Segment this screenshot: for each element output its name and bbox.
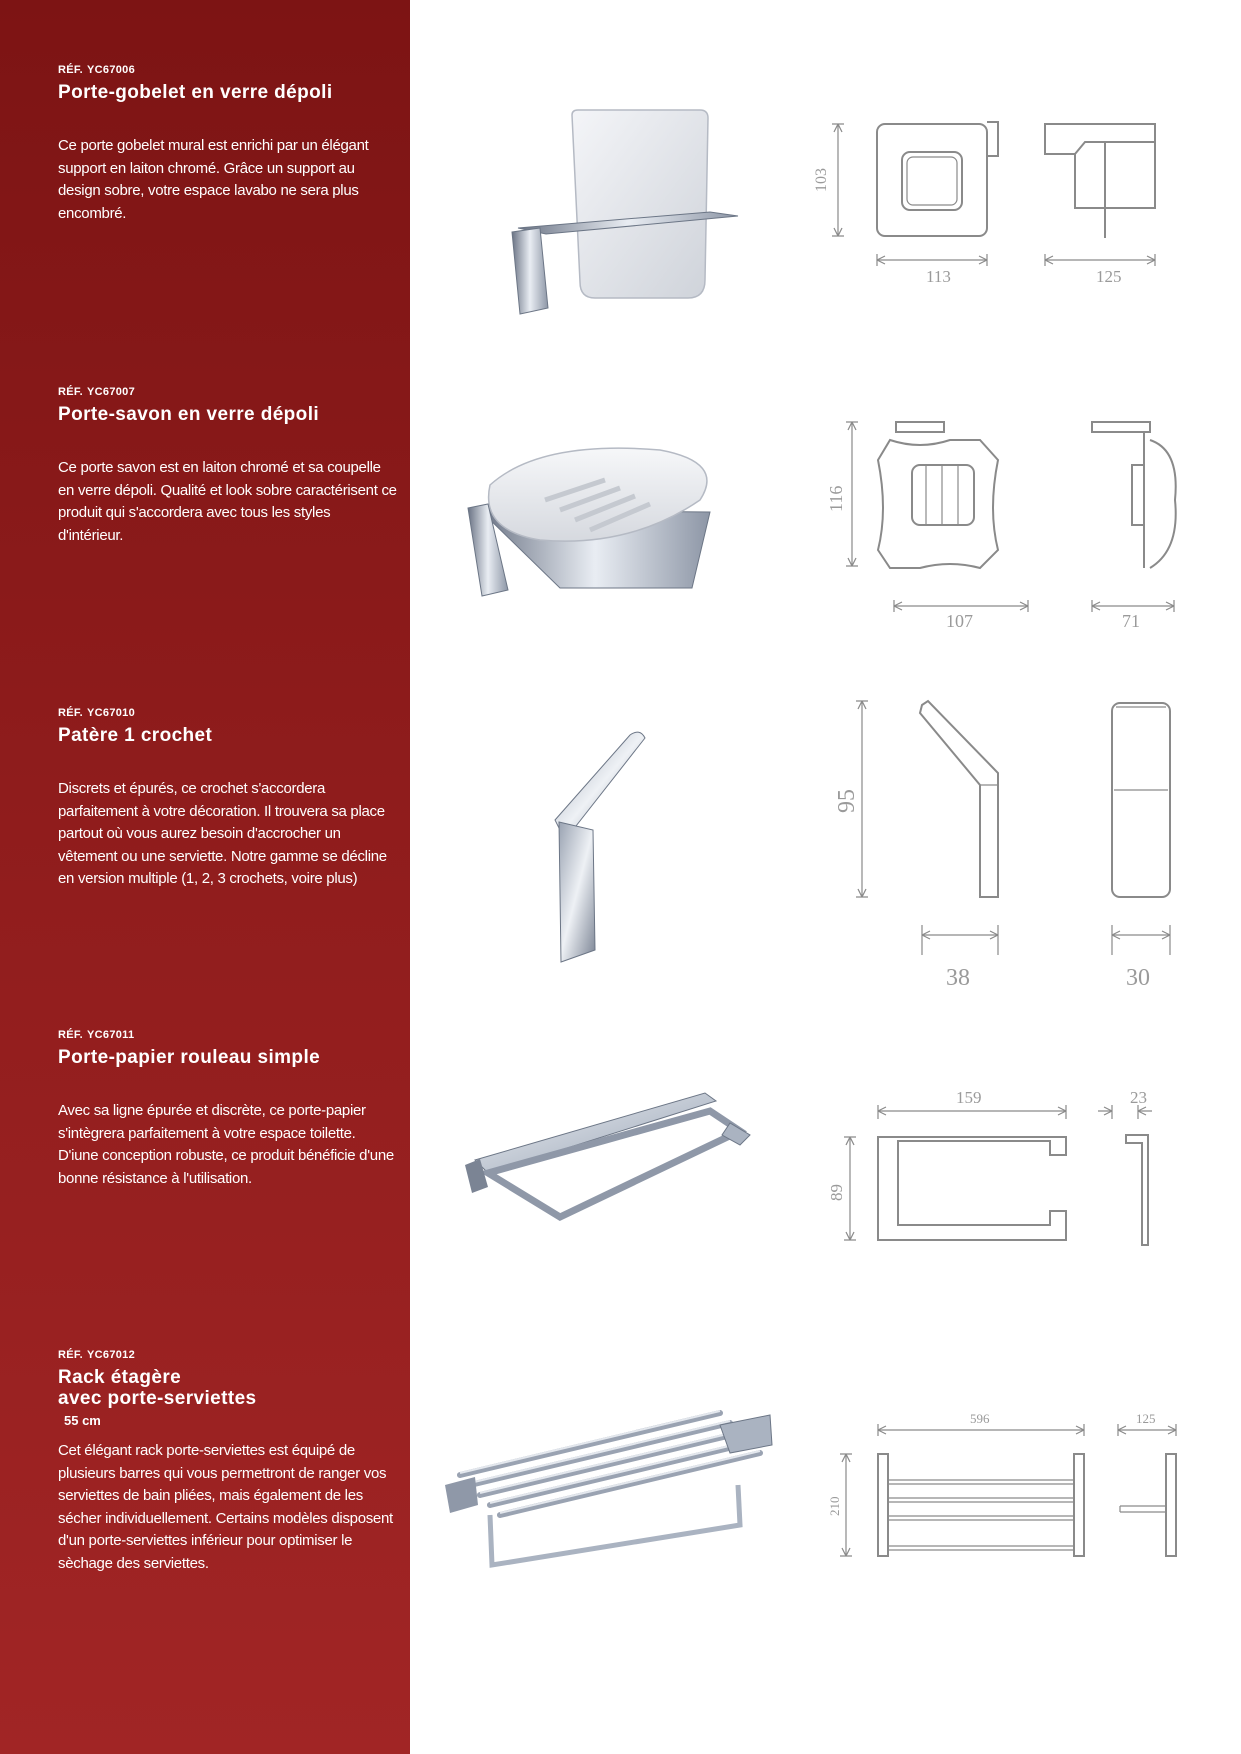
ref-code: YC67007 xyxy=(87,386,136,398)
product-ref xyxy=(58,1349,398,1361)
ref-code: YC67011 xyxy=(87,1029,135,1041)
dimension-label: 210 xyxy=(827,1496,842,1516)
product-description: Discrets et épurés, ce crochet s'accordera parfaitement à votre décoration. Il trouvera sa place partout où vous aurez besoin d'accrocher un vêtement ou une serviette. Notre gamme se décline en version multiple (1, 2, 3 crochets, voire plus) xyxy=(58,780,387,887)
paper-holder-drawing xyxy=(827,1085,1190,1255)
product-title: Rack étagère avec porte-serviettes xyxy=(58,1367,257,1409)
towel-rack-drawing xyxy=(827,1410,1190,1580)
dimension-label: 116 xyxy=(826,485,846,512)
dimension-label: 159 xyxy=(956,1088,982,1107)
soap-dish-drawing xyxy=(826,420,1190,631)
dimension-label: 30 xyxy=(1126,965,1150,991)
dimension-label: 125 xyxy=(1136,1411,1156,1426)
ref-label: RÉF. xyxy=(58,64,84,76)
product-description: Cet élégant rack porte-serviettes est équipé de plusieurs barres qui vous permettront de ranger vos serviettes de bain pliées, mais également de les sécher individuellement. Certains modèles disposent d'un porte-serviettes inférieur pour optimiser le sèchage des serviettes. xyxy=(58,1442,393,1572)
product-title: Porte-papier rouleau simple xyxy=(58,1047,321,1068)
dimension-label: 38 xyxy=(946,965,970,991)
ref-label: RÉF. xyxy=(58,386,84,398)
dimension-label: 95 xyxy=(834,789,860,813)
product-description: Avec sa ligne épurée et discrète, ce porte-papier s'intègrera parfaitement à votre espace toilette. D'iune conception robuste, ce produit bénéficie d'une bonne résistance à l'utilisation. xyxy=(58,1102,394,1187)
dimension-label: 107 xyxy=(946,611,973,631)
tumbler-holder-drawing xyxy=(813,110,1190,290)
robe-hook-photo xyxy=(545,730,695,970)
product-description: Ce porte savon est en laiton chromé et sa coupelle en verre dépoli. Qualité et look sobre caractérisent ce produit qui s'accordera avec tous les styles d'intérieur. xyxy=(58,459,397,544)
tumbler-holder-photo xyxy=(500,100,760,320)
dimension-label: 23 xyxy=(1130,1088,1147,1107)
product-title: Patère 1 crochet xyxy=(58,725,213,746)
dimension-label: 125 xyxy=(1096,267,1122,286)
ref-label: RÉF. xyxy=(58,1349,84,1361)
product-block-yc67010 xyxy=(58,707,398,891)
towel-rack-photo xyxy=(440,1405,810,1575)
dimension-label: 596 xyxy=(970,1411,990,1426)
product-block-yc67012 xyxy=(58,1349,398,1575)
dimension-label: 89 xyxy=(827,1184,846,1201)
paper-holder-photo xyxy=(460,1085,790,1245)
product-block-yc67007 xyxy=(58,386,398,547)
product-ref xyxy=(58,707,398,719)
ref-code: YC67012 xyxy=(87,1349,136,1361)
dimension-label: 113 xyxy=(926,267,951,286)
dimension-label: 71 xyxy=(1122,611,1140,631)
product-description: Ce porte gobelet mural est enrichi par un élégant support en laiton chromé. Grâce un support au design sobre, votre espace lavabo ne sera plus encombré. xyxy=(58,137,369,222)
soap-dish-photo xyxy=(460,440,780,620)
ref-label: RÉF. xyxy=(58,707,84,719)
product-title: Porte-savon en verre dépoli xyxy=(58,404,320,425)
product-block-yc67011 xyxy=(58,1029,398,1190)
product-ref xyxy=(58,64,398,76)
ref-code: YC67010 xyxy=(87,707,136,719)
product-ref xyxy=(58,1029,398,1041)
product-block-yc67006 xyxy=(58,64,398,225)
ref-code: YC67006 xyxy=(87,64,136,76)
robe-hook-drawing xyxy=(830,695,1190,995)
product-size: 55 cm xyxy=(64,1413,101,1428)
product-title: Porte-gobelet en verre dépoli xyxy=(58,82,333,103)
product-ref xyxy=(58,386,398,398)
ref-label: RÉF. xyxy=(58,1029,84,1041)
dimension-label: 103 xyxy=(813,168,830,192)
